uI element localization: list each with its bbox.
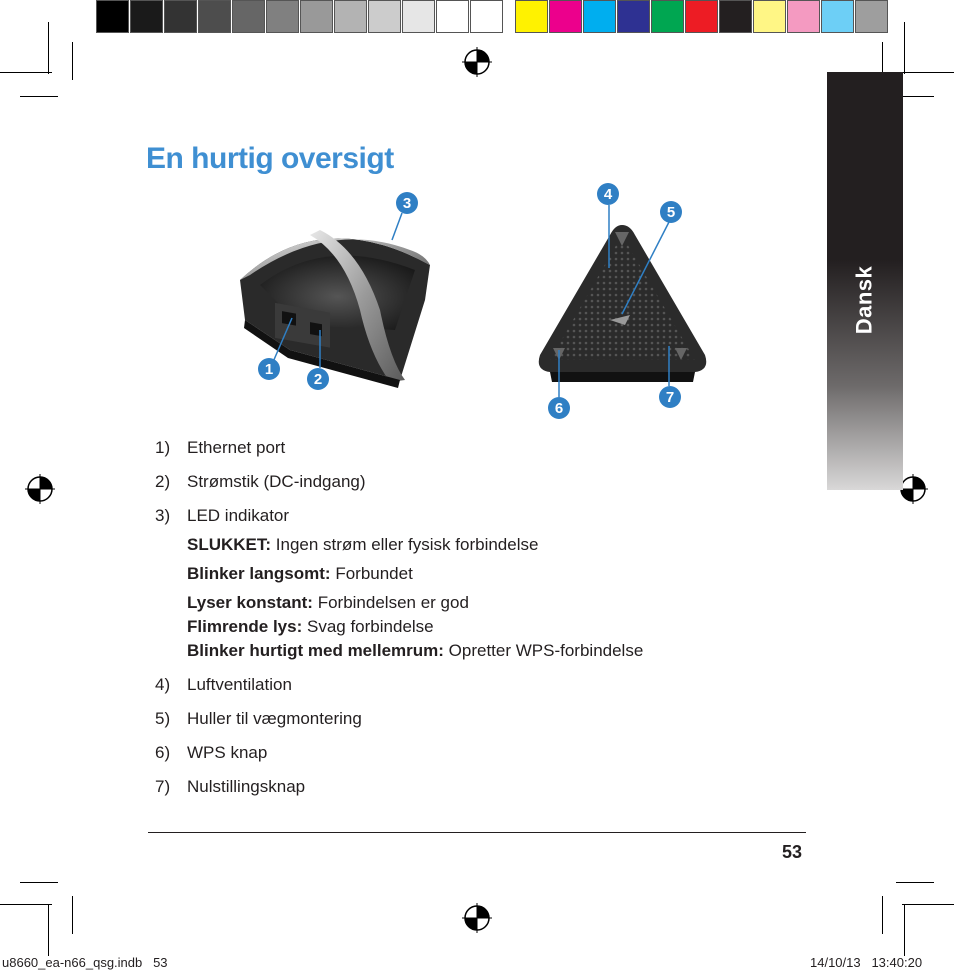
callout-badge-4: 4 [597,183,619,205]
led-state: Blinker hurtigt med mellemrum: Opretter WPS-forbindelse [187,641,644,660]
list-item: 3) LED indikator [155,506,290,525]
page-number: 53 [782,842,803,862]
callout-badge-2: 2 [307,368,329,390]
list-item: 7) Nulstillingsknap [155,777,306,796]
language-label: Dansk [850,265,876,335]
list-item: 2) Strømstik (DC-indgang) [155,472,366,491]
list-item: 1) Ethernet port [155,438,286,457]
led-state: Blinker langsomt: Forbundet [187,564,413,583]
footer-file-info: u8660_ea-n66_qsg.indb 53 [2,955,168,970]
list-item: 6) WPS knap [155,743,268,762]
list-item: 5) Huller til vægmontering [155,709,362,728]
callout-badge-6: 6 [548,397,570,419]
callout-badge-5: 5 [660,201,682,223]
led-state: Flimrende lys: Svag forbindelse [187,617,434,636]
callout-badge-3: 3 [396,192,418,214]
list-item: 4) Luftventilation [155,675,292,694]
callout-badge-7: 7 [659,386,681,408]
footer-timestamp: 14/10/13 13:40:20 [810,955,923,970]
footer-rule [148,832,806,833]
page-title: En hurtig oversigt [146,142,394,175]
callout-badge-1: 1 [258,358,280,380]
led-state: SLUKKET: Ingen strøm eller fysisk forbindelse [187,535,539,554]
led-state: Lyser konstant: Forbindelsen er god [187,593,469,612]
